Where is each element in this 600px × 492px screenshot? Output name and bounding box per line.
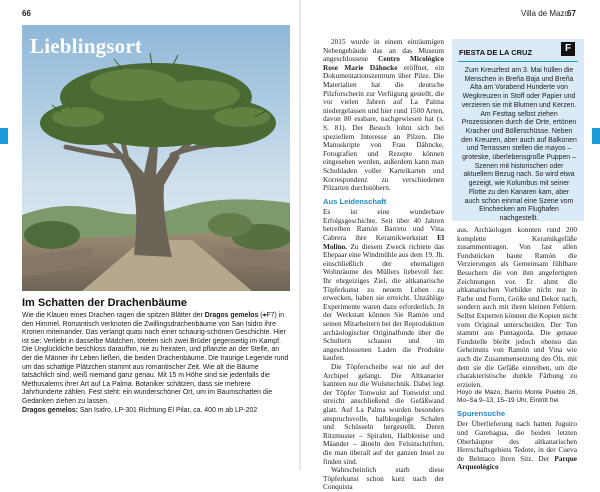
page-number-left: 66 xyxy=(22,9,31,18)
place-name: El Molino. xyxy=(323,233,444,251)
text-column-1 xyxy=(323,38,444,492)
page-number-right: 67 xyxy=(567,9,576,18)
caption-body xyxy=(22,312,290,415)
caption-text: Wie die Klauen eines Drachen ragen die spitzen Blätter der xyxy=(22,312,205,319)
dragon-tree-photo xyxy=(22,25,290,291)
infobox-text: Zum Kreuzfest am 3. Mai hüllen die Menschen in Breña Baja und Breña Alta am Vorabend Hunderte von Wegkreuzen in Stoff oder Papier und verzieren sie mit Blumen und Kerzen. Am Festtag selbst ziehen Prozessionen durch die Orte, ertönen Kracher und Böllerschüsse. Neben den Kreuzen, aber auch auf Balkonen und Terrassen stellen die mayos – groteske, überlebensgroße Puppen – Szenen mit historischen oder aktuellem Bezug nach. So wird etwa gezeigt, wie Kolumbus mit seiner Flotte zu den Kanaren kam, aber auch schon einmal eine Szene vom Einchecken am Flughafen nachgestellt. xyxy=(461,67,577,222)
thumb-index-tab-left xyxy=(0,128,8,144)
paragraph-text: Der Überlieferung nach hatten Juguiro und Garehagua, die beiden letzten Oberhäupter des altkanarischen Herrschaftsgebiets Tedote, in der Cueva de Belmaco ihren Sitz. Der xyxy=(457,419,577,463)
infobox-divider xyxy=(458,61,578,62)
running-head: Villa de Mazo xyxy=(521,9,569,18)
caption-title: Im Schatten der Drachenbäume xyxy=(22,297,188,309)
subheading-aus-leidenschaft: Aus Leidenschaft xyxy=(323,196,387,206)
favorite-place-headline: Lieblingsort xyxy=(30,34,143,58)
paragraph: Wahrscheinlich starb diese Töpferkunst schon kurz nach der Conquista xyxy=(323,465,444,492)
address-info: Hoyo de Mazo, Barrio Monte Pueblo 26, Mo–Sa 9–13, 15–19 Uhr, Eintritt frei xyxy=(457,389,577,405)
paragraph: aus. Archäologen konnten rund 200 komplette Keramikgefäße zusammentragen. Von fast allen Fundstücken baute Ramón die Verzierungen als Gemeinsam fühlbare Besuchern die von ihm angefertigten Zeichnungen vor. Er ahmt die altkanarischen Vorbilder nicht nur in Farbe und Form, Größe und Dekor nach, sondern auch mit ihren kleinen Fehlern. Selbst Experten können die Kopien nicht vom Original unterscheiden. Der Ton stammt aus Puntagorda. Die genaue Fundstelle bleibt jedoch ebenso das Geheimnis von Ramón und Vina wie auch die Zusammensetzung des Öls, mit dem sie die Gefäße einreiben, um die charakteristische dunkle Färbung zu erzielen. xyxy=(457,225,577,389)
festival-badge-icon: F xyxy=(561,42,575,56)
paragraph-text: eröffnet, ein Dokumentationszentrum über Pilze. Die Materialien hat die deutsche Pilzforscherin zur Verfügung gestellt, die vor vielen Jahren auf La Palma niedergelassen und hier rund 1500 Arten, davon 80 essbare, nachgewiesen hat (s. S. 81). Der Besuch lohnt sich bei speziellem Interesse an Pilzen. Die Manuskripte von Frau Dähncke, Fotografien und Rezepte können eingesehen werden, außerdem kann man Schubladen voller Karteikarten und Korrespondenz zu verschiedenen Pilzarten durchstöbern. xyxy=(323,62,444,193)
page-gutter xyxy=(299,0,301,470)
caption-address: San Isidro, LP-301 Richtung El Pilar, ca. 400 m ab LP-202 xyxy=(77,406,258,414)
paragraph-text: Zu diesem Zweck richtete das Ehepaar eine Windmühle aus dem 19. Jh. einschließlich der ehemaligen Wohnräume des Müllers liebevoll her. Ihr ehrgeiziges Ziel, die altkanarische Töpferkunst zu neuem Leben zu erwecken, haben sie erreicht. Unzählige Experimente waren dazu erforderlich. In der Werkstatt können Sie Ramón und seinen Mitarbeitern bei der Reproduktion archäologischer Originalfunde über die Schultern schauen und im angeschlossenen Laden die Produkte kaufen. xyxy=(323,241,444,363)
paragraph-text: 2015 wurde in einem einräumigen Nebengebäude das an das Museum angeschlossene xyxy=(323,37,444,64)
fiesta-de-la-cruz-infobox xyxy=(452,39,584,221)
caption-text: F7) in den Himmel. Romantisch verknoten die Zwillingsdrachenbäume von San Isidro ihre Kronen miteinander. Das verlangt quasi nach einer schaurig-schönen Geschichte. Hier ist sie: Verliebt in dasselbe Mädchen, töteten sich zwei Brüder gegenseitig im Kampf. Die Unglückliche beschloss daraufhin, nie zu heiraten, und pflanzte an der Stelle, an der die Männer ihr Leben ließen, die beiden Drachenbäume. Die traurige Legende rund um das schattige Plätzchen stammt aus romantischer Zeit. Wie alt die Bäume tatsächlich sind, weiß niemand ganz genau. Mit 15 m Höhe sind sie jedenfalls die Methusalems ihrer Art auf La Palma. Botaniker schätzen, dass sie mehrere Jahrhunderte zählen. Fest steht: ein wunderschöner Ort, um im Baumschatten die Gedanken ziehen zu lassen. xyxy=(22,312,289,405)
caption-place-name: Dragos gemelos xyxy=(204,312,259,319)
paragraph-text: Es ist eine wunderbare Erfolgsgeschichte. Seit über 40 Jahren betreiben Ramón Barreto und Vina Cabrera ihre Keramikwerkstatt xyxy=(323,207,444,243)
place-name: Centro Micológico Rose Marie Dähncke xyxy=(323,54,444,72)
caption-address-label: Dragos gemelos: xyxy=(22,406,78,414)
paragraph: Die Töpferscheibe war nie auf der Archipel gelangt. Die Altkanarier kannten nur die Wulsttechnik. Dabei legt der Töpfer Tonwulst auf Tonwulst und streicht anschließend die Gefäßwand glatt. Auf La Palma wurden besonders anspruchsvolle, halbkugelige Schalen und Schüsseln hergestellt. Deren Ritzmuster – Spiralen, Halbkreise und Mäander – ähneln den Felsinschriften, die man überall auf der ganzen Insel zu finden sind. xyxy=(323,361,444,466)
infobox-title: FIESTA DE LA CRUZ xyxy=(459,48,533,57)
place-name: Parque Arqueológico xyxy=(457,453,577,472)
map-pin-icon: ⌖ xyxy=(262,312,267,319)
paragraph xyxy=(323,38,444,193)
caption-text: ( xyxy=(258,312,263,319)
text-column-2 xyxy=(457,226,577,472)
paragraph xyxy=(457,420,577,472)
subheading-spurensuche: Spurensuche xyxy=(457,408,506,418)
paragraph xyxy=(323,208,444,363)
thumb-index-tab-right xyxy=(592,128,600,144)
